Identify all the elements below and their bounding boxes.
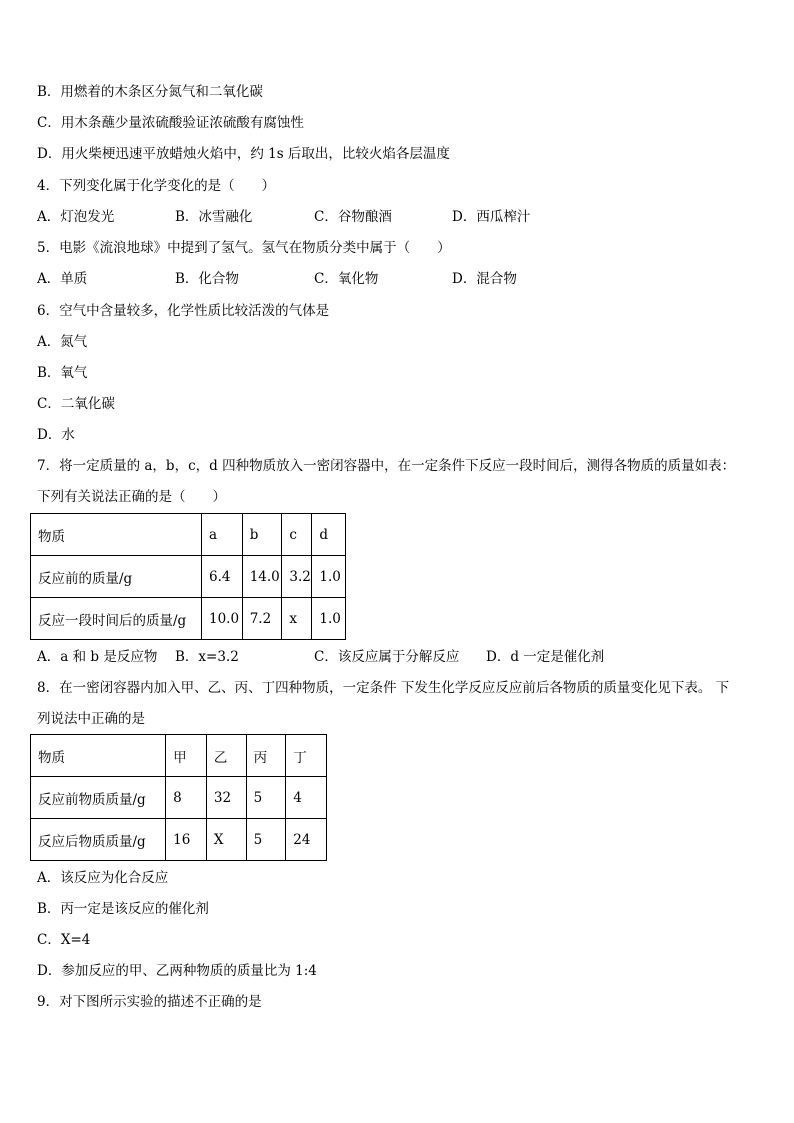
q6-option-b: B．氧气: [37, 365, 88, 381]
question-8-continued: 列说法中正确的是: [37, 711, 145, 727]
q5-option-a: A．单质: [37, 271, 88, 287]
q5-option-c: C．氧化物: [314, 271, 379, 287]
q7-option-b: B．x=3.2: [175, 649, 239, 665]
table-cell: 4: [286, 777, 327, 819]
table-cell: 反应后物质质量/g: [31, 819, 166, 861]
table-header-cell: 甲: [166, 735, 207, 777]
q7-option-a: A．a 和 b 是反应物: [37, 649, 158, 665]
table-cell: 反应前物质质量/g: [31, 777, 166, 819]
table-row: [31, 556, 346, 598]
q6-option-a: A．氮气: [37, 334, 88, 350]
option-b-line: B．用燃着的木条区分氮气和二氧化碳: [37, 84, 263, 100]
question-8: 8．在一密闭容器内加入甲、乙、丙、丁四种物质，一定条件 下发生化学反应反应前后各物质的质量变化见下表。 下: [37, 680, 730, 696]
table-header-cell: 物质: [31, 514, 202, 556]
q4-option-c: C．谷物酿酒: [314, 209, 392, 225]
table-row: [31, 598, 346, 640]
table-cell: 反应前的质量/g: [31, 556, 202, 598]
q8-option-b: B．丙一定是该反应的催化剂: [37, 901, 209, 917]
table-cell: 1.0: [312, 598, 346, 640]
table-row: [31, 819, 327, 861]
q8-option-d: D．参加反应的甲、乙两种物质的质量比为 1:4: [37, 963, 317, 979]
table-cell: X: [206, 819, 246, 861]
table-cell: 8: [166, 777, 207, 819]
q4-option-b: B．冰雪融化: [175, 209, 253, 225]
q7-option-c: C．该反应属于分解反应: [314, 649, 460, 665]
table-header-cell: 乙: [206, 735, 246, 777]
question-5: 5．电影《流浪地球》中提到了氢气。氢气在物质分类中属于（ ）: [37, 240, 451, 256]
table-header-row: [31, 735, 327, 777]
table-cell: 5: [246, 777, 286, 819]
option-c-line: C．用木条蘸少量浓硫酸验证浓硫酸有腐蚀性: [37, 115, 304, 131]
q5-option-b: B．化合物: [175, 271, 239, 287]
table-header-cell: 丁: [286, 735, 327, 777]
table-cell: 10.0: [201, 598, 242, 640]
table-cell: 16: [166, 819, 207, 861]
q8-option-c: C．X=4: [37, 932, 91, 948]
q4-option-d: D．西瓜榨汁: [452, 209, 531, 225]
table-header-cell: d: [312, 514, 346, 556]
table-cell: 6.4: [201, 556, 242, 598]
table-cell: 3.2: [282, 556, 312, 598]
q5-option-d: D．混合物: [452, 271, 517, 287]
table-cell: 反应一段时间后的质量/g: [31, 598, 202, 640]
option-d-line: D．用火柴梗迅速平放蜡烛火焰中，约 1s 后取出，比较火焰各层温度: [37, 146, 450, 162]
table-cell: 1.0: [312, 556, 346, 598]
question-7: 7．将一定质量的 a，b，c，d 四种物质放入一密闭容器中，在一定条件下反应一段时间后，测得各物质的质量如表：: [37, 458, 736, 474]
question-7-continued: 下列有关说法正确的是（ ）: [37, 489, 226, 505]
table-header-cell: a: [201, 514, 242, 556]
table-cell: 5: [246, 819, 286, 861]
table-8: [30, 734, 327, 861]
q7-option-d: D．d 一定是催化剂: [486, 649, 605, 665]
table-header-cell: 丙: [246, 735, 286, 777]
table-header-row: [31, 514, 346, 556]
table-cell: 24: [286, 819, 327, 861]
table-header-cell: c: [282, 514, 312, 556]
q6-option-d: D．水: [37, 427, 75, 443]
question-4: 4．下列变化属于化学变化的是（ ）: [37, 178, 276, 194]
table-header-cell: 物质: [31, 735, 166, 777]
question-9: 9．对下图所示实验的描述不正确的是: [37, 994, 262, 1010]
table-cell: 32: [206, 777, 246, 819]
table-cell: x: [282, 598, 312, 640]
q8-option-a: A．该反应为化合反应: [37, 870, 169, 886]
table-cell: 7.2: [242, 598, 282, 640]
question-6: 6．空气中含量较多，化学性质比较活泼的气体是: [37, 303, 330, 319]
table-7: [30, 513, 346, 640]
q4-option-a: A．灯泡发光: [37, 209, 115, 225]
q6-option-c: C．二氧化碳: [37, 396, 115, 412]
table-cell: 14.0: [242, 556, 282, 598]
table-row: [31, 777, 327, 819]
table-header-cell: b: [242, 514, 282, 556]
